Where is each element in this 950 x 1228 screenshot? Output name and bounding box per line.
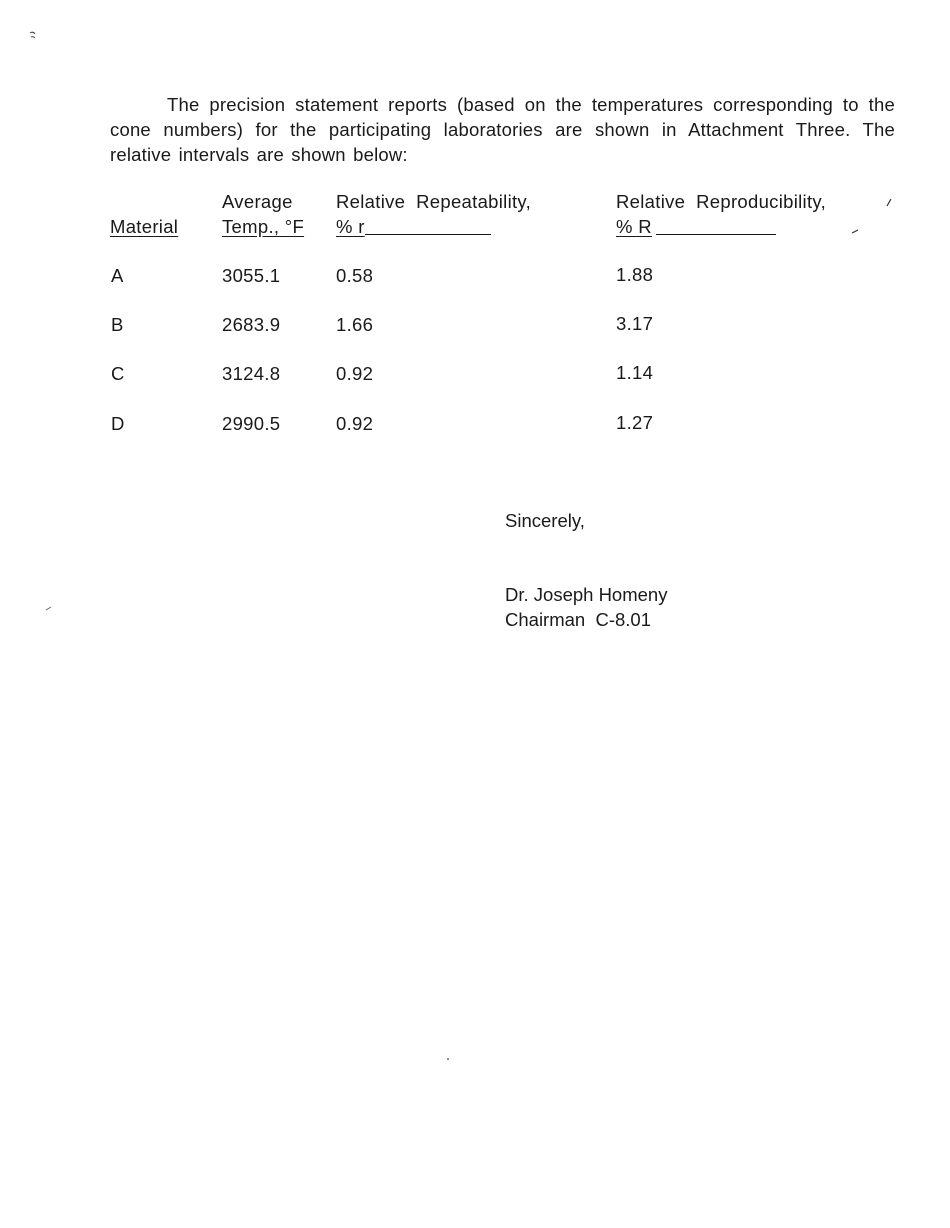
row-b-repeatability: 1.66 bbox=[336, 314, 374, 335]
row-b-reproducibility: 3.17 bbox=[616, 313, 654, 334]
signer-name: Dr. Joseph Homeny bbox=[505, 584, 668, 605]
header-repeatability-line2: % r bbox=[336, 216, 365, 237]
signer-title: Chairman C-8.01 bbox=[505, 609, 652, 630]
row-b-material: B bbox=[111, 314, 124, 335]
row-d-material: D bbox=[111, 413, 125, 434]
row-c-repeatability: 0.92 bbox=[336, 363, 374, 384]
header-reproducibility-line1: Relative Reproducibility, bbox=[616, 191, 827, 212]
scan-speck bbox=[850, 226, 860, 236]
row-d-reproducibility: 1.27 bbox=[616, 412, 654, 433]
row-c-material: C bbox=[111, 363, 125, 384]
repeatability-underline bbox=[365, 234, 491, 235]
row-d-temp: 2990.5 bbox=[222, 413, 281, 434]
row-a-temp: 3055.1 bbox=[222, 265, 281, 286]
row-c-temp: 3124.8 bbox=[222, 363, 281, 384]
reproducibility-underline bbox=[656, 234, 776, 235]
row-a-repeatability: 0.58 bbox=[336, 265, 374, 286]
row-c-reproducibility: 1.14 bbox=[616, 362, 654, 383]
header-material: Material bbox=[110, 216, 179, 237]
scan-speck bbox=[445, 1056, 451, 1062]
row-b-temp: 2683.9 bbox=[222, 314, 281, 335]
header-temp-line2: Temp., °F bbox=[222, 216, 305, 237]
row-a-material: A bbox=[111, 265, 124, 286]
row-d-repeatability: 0.92 bbox=[336, 413, 374, 434]
closing-salutation: Sincerely, bbox=[505, 510, 585, 531]
intro-paragraph: The precision statement reports (based on the temperatures corresponding to the cone numbers) for the participating laboratories are shown in Attachment Three. The relative intervals are shown below: bbox=[110, 94, 895, 165]
scan-speck bbox=[884, 196, 894, 208]
row-a-reproducibility: 1.88 bbox=[616, 264, 654, 285]
scan-speck bbox=[28, 30, 38, 40]
header-repeatability-line1: Relative Repeatability, bbox=[336, 191, 532, 212]
header-reproducibility-line2: % R bbox=[616, 216, 652, 237]
scan-speck bbox=[45, 604, 53, 612]
header-temp-line1: Average bbox=[222, 191, 293, 212]
